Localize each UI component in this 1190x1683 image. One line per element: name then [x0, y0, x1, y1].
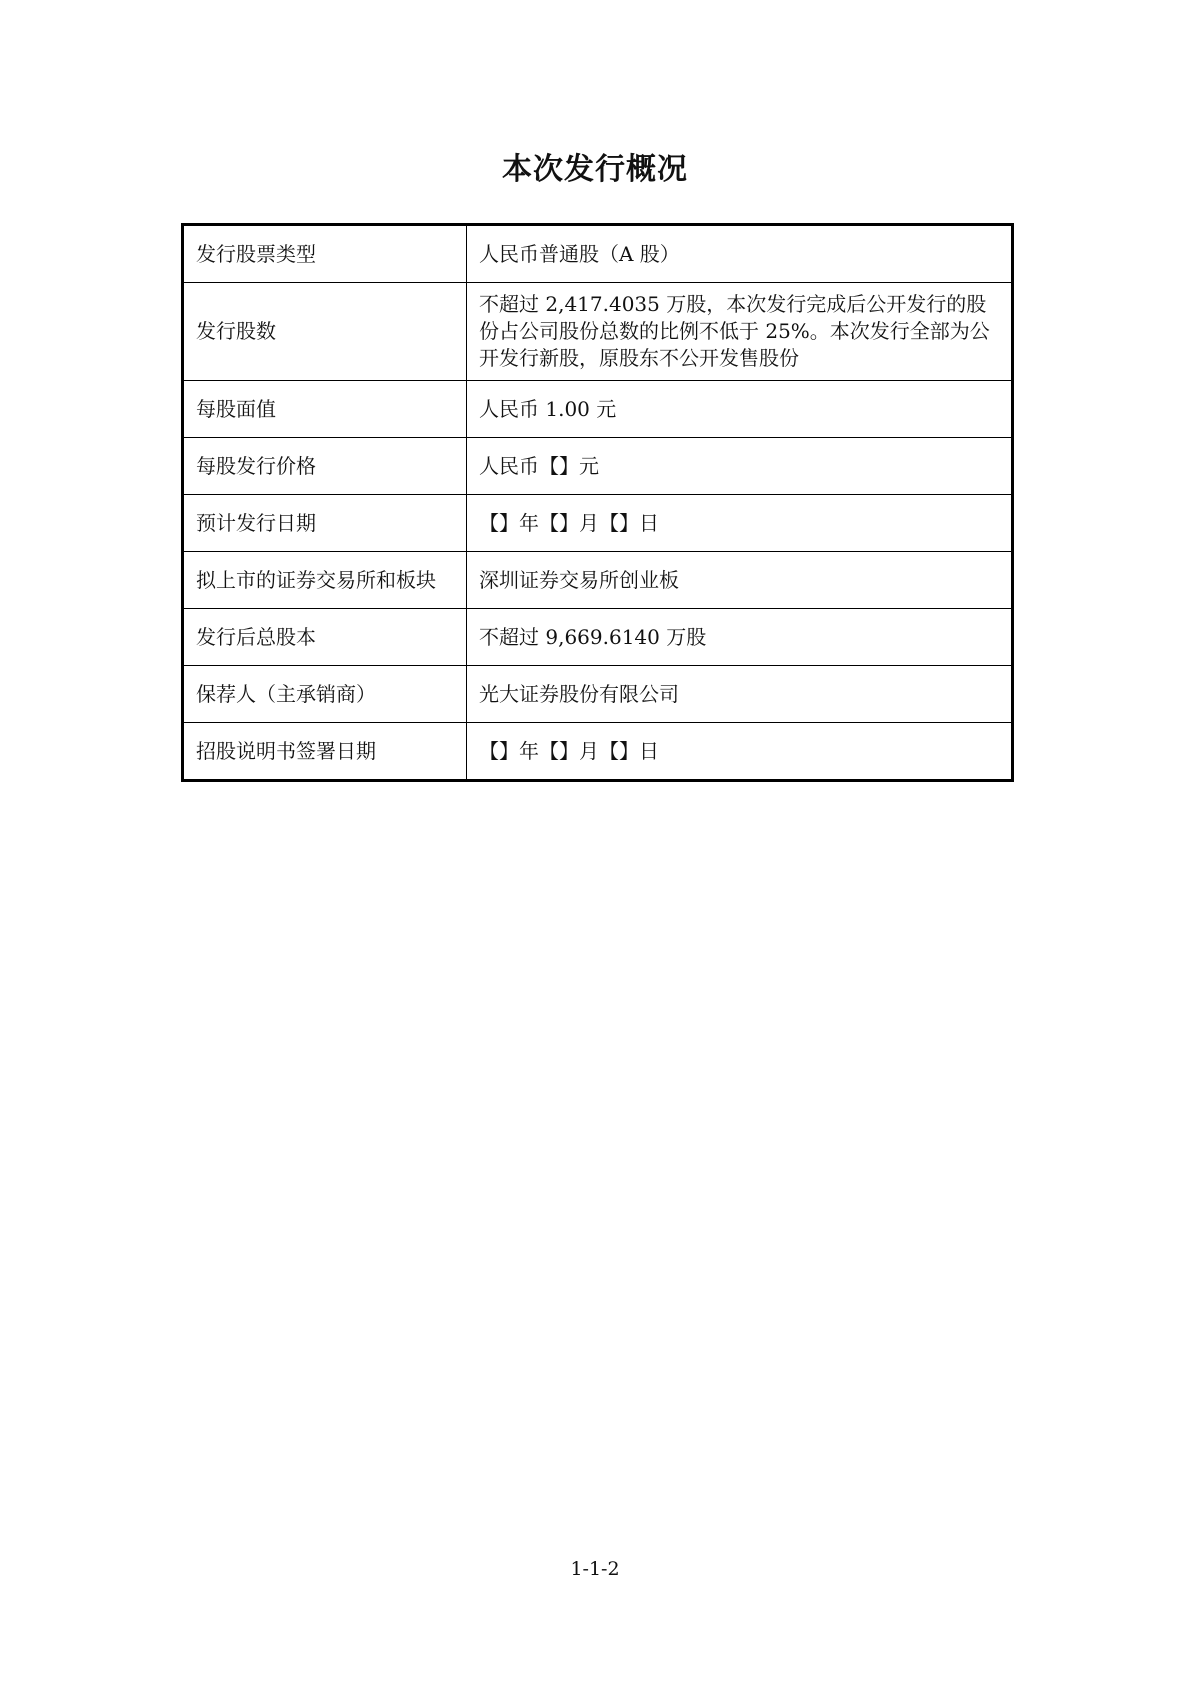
row-label: 发行股票类型 — [183, 225, 467, 283]
row-value: 人民币普通股（A 股） — [467, 225, 1013, 283]
row-value: 光大证券股份有限公司 — [467, 666, 1013, 723]
row-value: 【】年【】月【】日 — [467, 723, 1013, 781]
table-row — [183, 666, 1013, 723]
row-value: 人民币【】元 — [467, 438, 1013, 495]
table-row — [183, 552, 1013, 609]
table-row — [183, 438, 1013, 495]
table-row — [183, 609, 1013, 666]
row-value: 不超过 9,669.6140 万股 — [467, 609, 1013, 666]
row-label: 招股说明书签署日期 — [183, 723, 467, 781]
table-row — [183, 225, 1013, 283]
row-value: 深圳证券交易所创业板 — [467, 552, 1013, 609]
table-row — [183, 381, 1013, 438]
row-label: 每股面值 — [183, 381, 467, 438]
row-label: 每股发行价格 — [183, 438, 467, 495]
table-row — [183, 283, 1013, 381]
row-label: 发行后总股本 — [183, 609, 467, 666]
row-label: 保荐人（主承销商） — [183, 666, 467, 723]
issuance-overview-table — [181, 223, 1014, 782]
row-label: 发行股数 — [183, 283, 467, 381]
table-row — [183, 495, 1013, 552]
row-value: 人民币 1.00 元 — [467, 381, 1013, 438]
table-row — [183, 723, 1013, 781]
row-value: 不超过 2,417.4035 万股，本次发行完成后公开发行的股份占公司股份总数的比例不低于 25%。本次发行全部为公开发行新股，原股东不公开发售股份 — [467, 283, 1013, 381]
row-value: 【】年【】月【】日 — [467, 495, 1013, 552]
page-title: 本次发行概况 — [502, 152, 688, 187]
row-label: 拟上市的证券交易所和板块 — [183, 552, 467, 609]
row-label: 预计发行日期 — [183, 495, 467, 552]
page-number: 1-1-2 — [570, 1558, 620, 1580]
